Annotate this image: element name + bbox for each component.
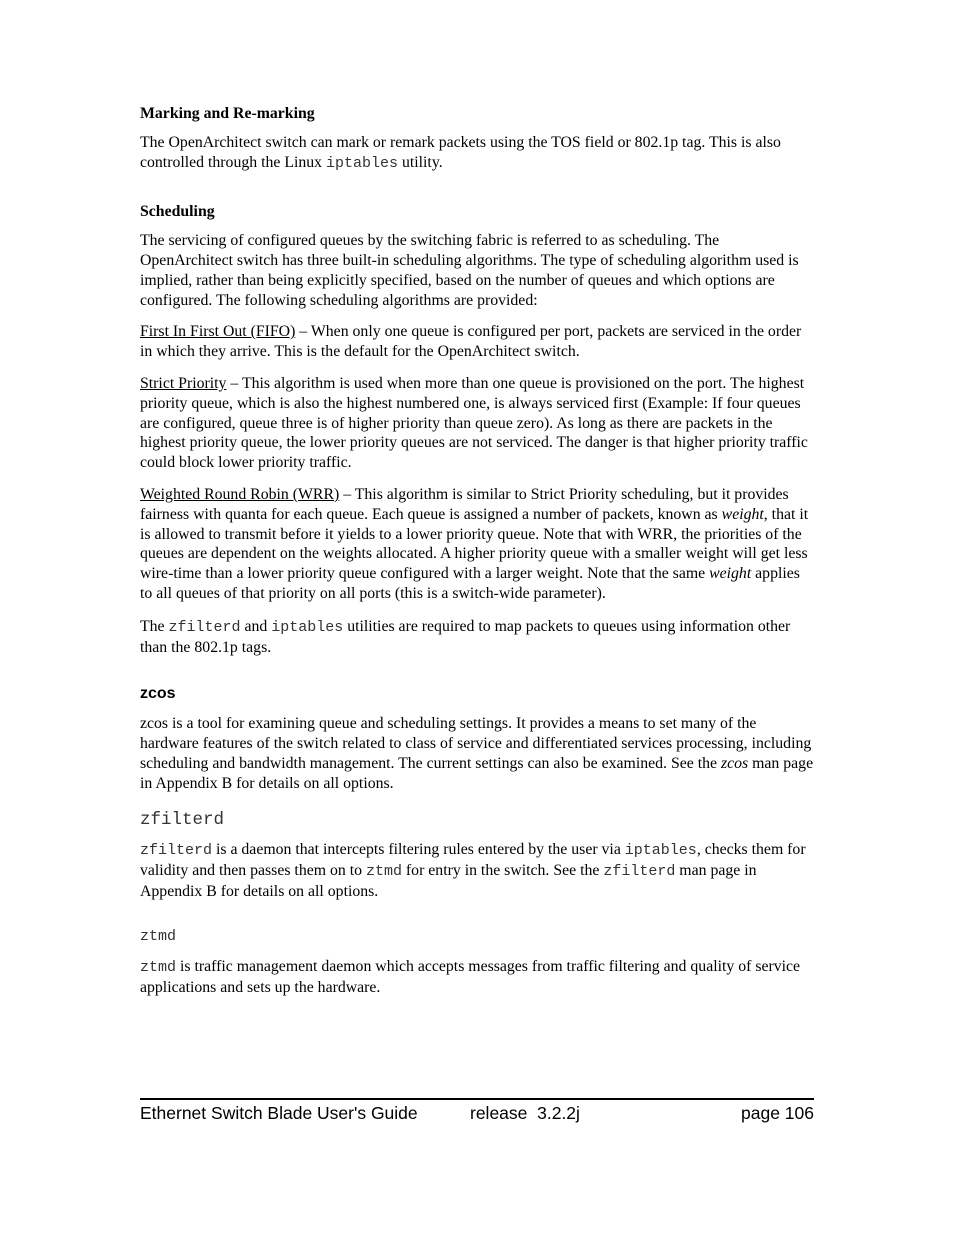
footer-page-number: page 106 [741,1103,814,1123]
paragraph-ztmd: ztmd is traffic management daemon which accepts messages from traffic filtering and quality of service applications and sets up the hardware. [140,958,801,997]
term-fifo: First In First Out (FIFO) [140,323,296,341]
footer-title: Ethernet Switch Blade User's Guide [140,1103,418,1123]
paragraph-strict-priority: Strict Priority – This algorithm is used when more than one queue is provisioned on the port. The highest priority queue, which is also the highest numbered one, is always serviced first (Example: If four queues are configured, queue three is of higher priority than queue zero). As long as there are packets in the highest priority queue, the lower priority queues are not serviced. The danger is that higher priority traffic could block lower priority traffic. [140,374,808,472]
document-body [140,104,814,998]
paragraph-fifo: First In First Out (FIFO) – When only one queue is configured per port, packets are serviced in the order in which they arrive. This is the default for the OpenArchitect switch. [140,323,802,361]
paragraph-zcos: zcos is a tool for examining queue and scheduling settings. It provides a means to set many of the hardware features of the switch related to class of service and differentiated services processing, including scheduling and bandwidth management. The current settings can also be examined. See the zcos man page in Appendix B for details on all options. [140,715,814,792]
code-iptables: iptables [271,618,344,636]
heading-ztmd: ztmd [140,927,177,945]
heading-zcos: zcos [140,685,176,703]
paragraph-zfilterd: zfilterd is a daemon that intercepts filtering rules entered by the user via iptables, checks them for validity and then passes them on to ztmd for entry in the switch. See the zfilterd man page in Appendix B for details on all options. [140,841,806,900]
term-wrr: Weighted Round Robin (WRR) [140,485,340,503]
heading-marking: Marking and Re-marking [140,105,315,122]
term-strict-priority: Strict Priority [140,374,227,392]
heading-scheduling: Scheduling [140,203,215,221]
paragraph-marking: The OpenArchitect switch can mark or remark packets using the TOS field or 802.1p tag. This is also controlled through the Linux iptables utility. [140,133,781,172]
code-zfilterd: zfilterd [168,618,241,636]
code-iptables: iptables [326,154,399,172]
paragraph-utilities: The zfilterd and iptables utilities are required to map packets to queues using information other than the 802.1p tags. [140,617,791,656]
paragraph-scheduling-intro: The servicing of configured queues by the switching fabric is referred to as scheduling. The OpenArchitect switch has three built-in scheduling algorithms. The type of scheduling algorithm used is implied, rather than being explicitly specified, based on the number of queues and which options are configured. The following scheduling algorithms are provided: [140,232,799,309]
page-footer [140,1098,814,1123]
heading-zfilterd: zfilterd [140,810,225,831]
footer-release: release 3.2.2j [470,1103,580,1123]
paragraph-wrr: Weighted Round Robin (WRR) – This algorithm is similar to Strict Priority scheduling, but it provides fairness with quanta for each queue. Each queue is assigned a number of packets, known as weight, that it is allowed to transmit before it yields to a lower priority queue. Note that with WRR, the priorities of the queues are dependent on the weights allocated. A higher priority queue with a smaller weight will get less wire-time than a lower priority queue configured with a larger weight. Note that the same weight applies to all queues of that priority on all ports (this is a switch-wide parameter). [140,485,809,602]
